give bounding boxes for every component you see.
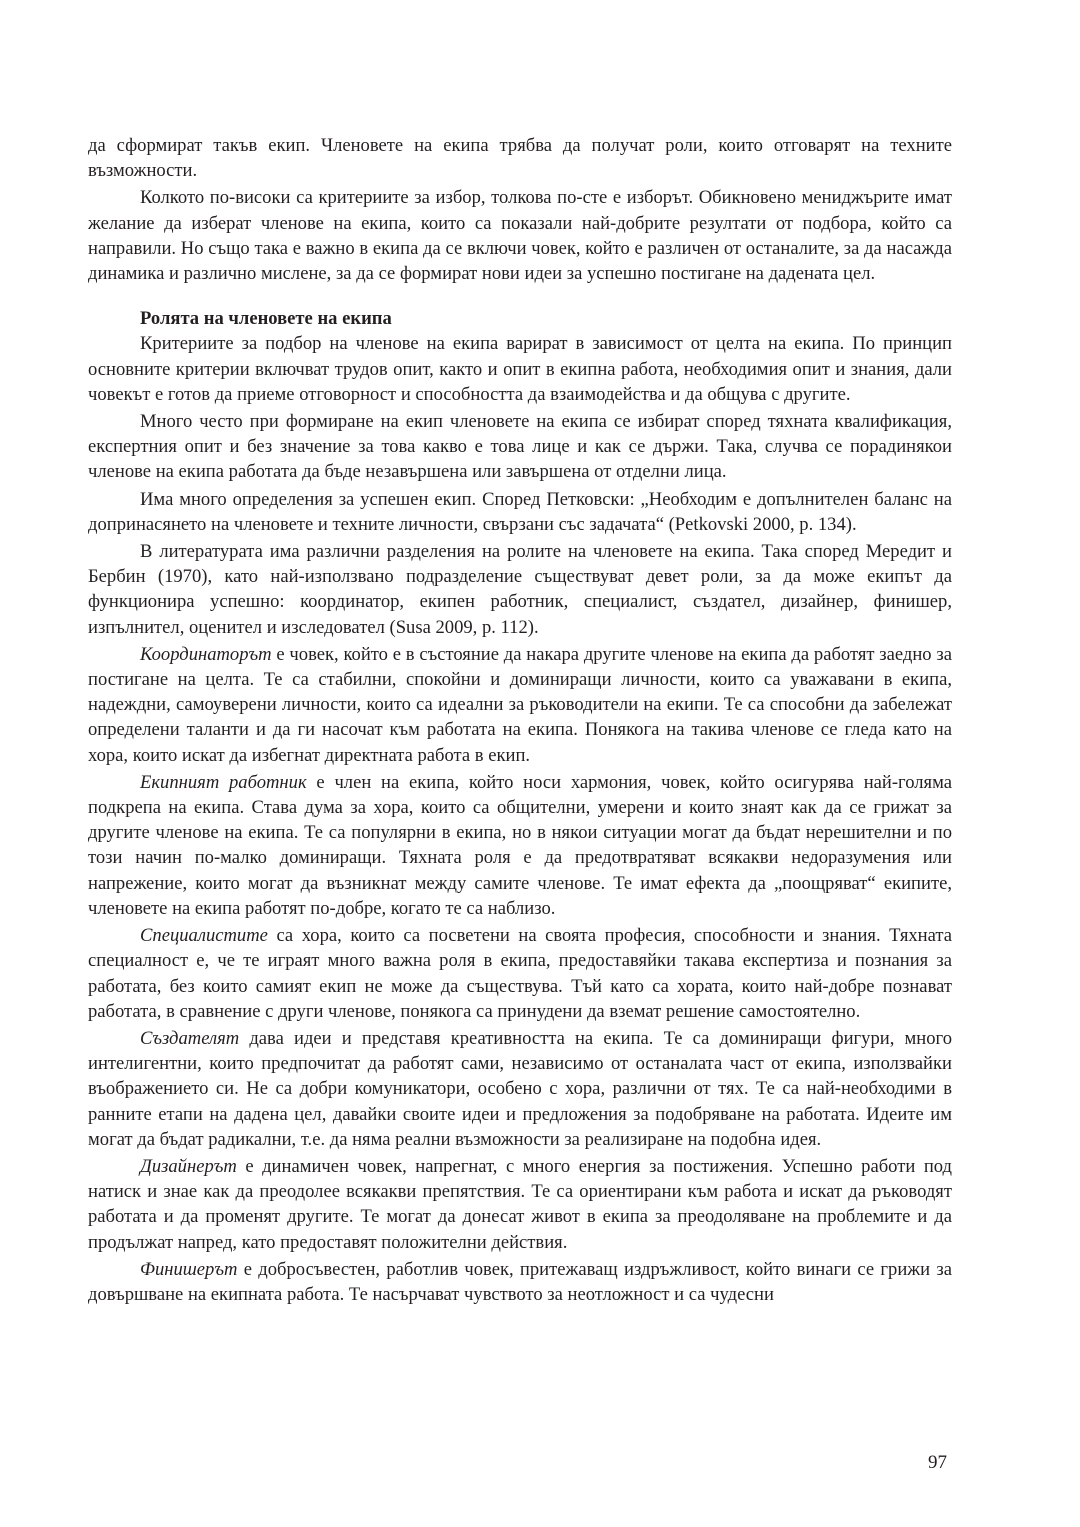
role-term: Дизайнерът [140, 1155, 237, 1177]
role-description: е добросъвестен, работлив човек, притежаващ издръжливост, който винаги се грижи за довършване на екипната работа. Те насърчават чувството за неотложност и са чудесни [88, 1258, 952, 1305]
paragraph-role-specialist [88, 923, 952, 1024]
paragraph-role-designer [88, 1154, 952, 1255]
role-term: Специалистите [140, 925, 268, 947]
role-description: е член на екипа, който носи хармония, човек, който осигурява най-голяма подкрепа на екипа. Става дума за хора, които са общителни, умерени и които знаят как да се грижат за другите членове на екипа. Те са популярни в екипа, но в някои ситуации могат да бъдат нерешителни и по този начин по-малко доминиращи. Тяхната роля е да предотвратяват всякакви недоразумения или напрежение, които могат да възникнат между самите членове. Те имат ефекта да „поощряват“ екипите, членовете на екипа работят по-добре, когато те са наблизо. [88, 771, 952, 919]
document-page [88, 133, 952, 1309]
paragraph-role-coordinator [88, 642, 952, 768]
section-heading: Ролята на членовете на екипа [140, 308, 392, 330]
paragraph-role-finisher [88, 1257, 952, 1307]
paragraph-criteria: Критериите за подбор на членове на екипа варират в зависимост от целта на екипа. По принцип основните критерии включват трудов опит, както и опит в екипна работа, необходимия опит и знания, дали човекът е готов да приеме отговорност и способността да взаимодейства и да общува с другите. [88, 333, 952, 405]
role-term: Координаторът [140, 643, 272, 665]
page-number: 97 [928, 1452, 947, 1473]
paragraph-role-team-worker [88, 770, 952, 921]
paragraph-selection-criteria: Колкото по-високи са критериите за избор, толкова по-сте е изборът. Обикновено мениджърите имат желание да изберат членове на екипа, които са показали най-добрите резултати от подбора, който са направили. Но също така е важно в екипа да се включи човек, който е различен от останалите, за да насажда динамика и различно мислене, за да се формират нови идеи за успешно постигане на дадената цел. [88, 187, 952, 285]
role-term: Създателят [140, 1027, 240, 1049]
paragraph-continuation: да сформират такъв екип. Членовете на екипа трябва да получат роли, които отговарят на техните възможности. [88, 135, 952, 182]
role-term: Екипният работник [140, 771, 307, 793]
paragraph-role-creator [88, 1026, 952, 1152]
paragraph-formation: Много често при формиране на екип членовете на екипа се избират според тяхната квалификация, експертния опит и без значение за това какво е това лице и как се държи. Така, случва се порадинякои членове на екипа работата да бъде незавършена или завършена от отделни лица. [88, 411, 952, 483]
role-description: е динамичен човек, напрегнат, с много енергия за постижения. Успешно работи под натиск и знае как да преодолее всякакви препятствия. Те са ориентирани към работа и искат да ръководят работата и да променят другите. Те могат да донесат живот в екипа за преодоляване на проблемите и да продължат напред, като предоставят положителни действия. [88, 1155, 952, 1253]
role-description: е човек, който е в състояние да накара другите членове на екипа да работят заедно за постигане на целта. Те са стабилни, спокойни и доминиращи личности, които са уважавани в екипа, надеждни, самоуверени личности, които са идеални за ръководители на екипи. Те са способни да забележат определени таланти и да ги насочат към работата на екипа. Понякога на такива членове се гледа като на хора, които искат да избегнат директната работа в екип. [88, 643, 952, 766]
role-description: са хора, които са посветени на своята професия, способности и знания. Тяхната специалност е, че те играят много важна роля в екипа, предоставяйки такава експертиза и познания за работата, без които самият екип не може да съществува. Тъй като са хората, които най-добре познават работата, в сравнение с други членове, понякога са принудени да вземат решение самостоятелно. [88, 925, 952, 1022]
paragraph-role-divisions: В литературата има различни разделения на ролите на членовете на екипа. Така според Мередит и Бербин (1970), като най-използвано подразделение съществуват девет роли, за да може екипът да функционира успешно: координатор, екипен работник, специалист, създател, дизайнер, финишер, изпълнител, оценител и изследовател (Susa 2009, p. 112). [88, 541, 952, 638]
paragraph-definitions: Има много определения за успешен екип. Според Петковски: „Необходим е допълнителен баланс на допринасянето на членовете и техните личности, свързани със задачата“ (Petkovski 2000, p. 134). [88, 488, 952, 535]
role-description: дава идеи и представя креативността на екипа. Те са доминиращи фигури, много интелигентни, които предпочитат да работят сами, независимо от останалата част от екипа, използвайки въображението си. Не са добри комуникатори, особено с хора, различни от тях. Те са най-необходими в ранните етапи на дадена цел, давайки своите идеи и предложения за подобряване на работата. Идеите им могат да бъдат радикални, т.е. да няма реални възможности за реализиране на подобна идея. [88, 1027, 952, 1150]
role-term: Финишерът [140, 1258, 238, 1280]
